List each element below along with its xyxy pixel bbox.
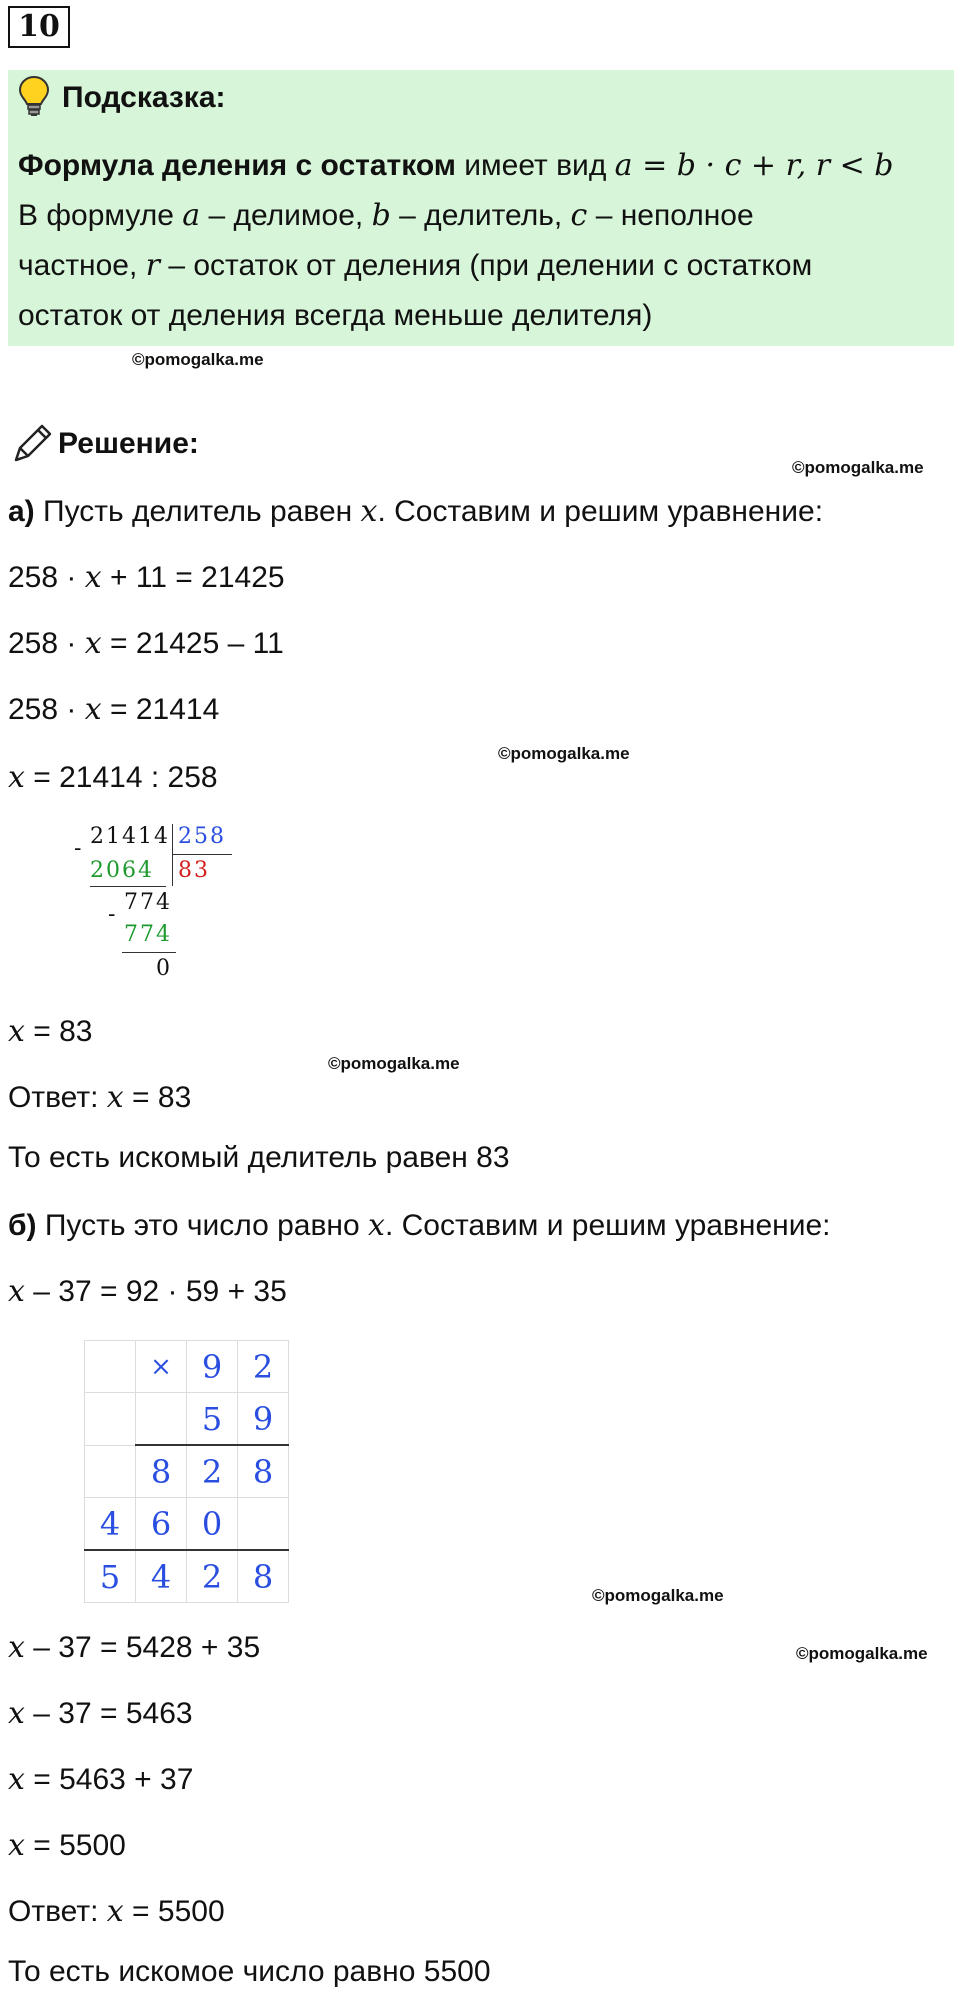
answer-a [8, 1078, 191, 1118]
hint-text: – неполное [587, 199, 754, 232]
mul-cell: 0 [187, 1498, 238, 1551]
text: – 37 = 5428 + 35 [24, 1631, 261, 1664]
hint-text: – делимое, [200, 199, 372, 232]
text: = 21414 [101, 693, 220, 726]
text: – 37 = 92 · 59 + 35 [24, 1275, 287, 1308]
mul-cell: 8 [238, 1445, 289, 1498]
mul-cell [85, 1341, 136, 1393]
lightbulb-icon [16, 74, 52, 118]
var: x [106, 1080, 124, 1115]
text: = 83 [123, 1081, 192, 1114]
division-dividend: 21414 [90, 824, 170, 849]
equation [8, 558, 285, 598]
answer-b [8, 1892, 225, 1932]
mul-row [85, 1445, 289, 1498]
text: = 21414 : 258 [24, 761, 218, 794]
watermark: ©pomogalka.me [132, 350, 264, 369]
division-subtrahend-2: 774 [124, 922, 172, 947]
mul-cell: 9 [238, 1393, 289, 1446]
equation [8, 1826, 126, 1866]
var: x [368, 1208, 385, 1243]
var: x [84, 560, 102, 595]
var: x [84, 626, 102, 661]
var: x [106, 1894, 124, 1929]
mul-cell: 4 [85, 1498, 136, 1551]
part-b-intro [8, 1206, 831, 1246]
part-b-label: б) [8, 1209, 37, 1242]
division-quotient-line [172, 854, 232, 855]
text: = 83 [24, 1015, 93, 1048]
var: x [8, 1696, 25, 1731]
text: 258 · [8, 693, 85, 726]
mul-cell: 4 [136, 1550, 187, 1603]
solution-title: Решение: [58, 427, 199, 460]
mul-cell: × [136, 1341, 187, 1393]
hint-var: c [570, 198, 588, 233]
equation [8, 1628, 260, 1668]
mul-row [85, 1550, 289, 1603]
text: + 11 = 21425 [101, 561, 285, 594]
equation [8, 624, 284, 664]
mul-cell: 2 [187, 1550, 238, 1603]
division-subtrahend-1: 2064 [90, 858, 154, 883]
var: x [8, 1274, 25, 1309]
hint-text: имеет вид [455, 149, 615, 182]
text: = 21425 – 11 [101, 627, 284, 660]
equation [8, 1760, 193, 1800]
var: x [360, 494, 378, 529]
hint-term: Формула деления с остатком [18, 149, 456, 182]
hint-text: В формуле [18, 199, 183, 232]
conclusion-b: То есть искомое число равно 5500 [8, 1955, 491, 1988]
hint-var: a [182, 198, 201, 233]
text: – 37 = 5463 [24, 1697, 193, 1730]
hint-var: b [371, 198, 391, 233]
division-line [122, 952, 176, 953]
mul-cell: 8 [136, 1445, 187, 1498]
text: = 5463 + 37 [24, 1763, 194, 1796]
division-remainder-1: 774 [124, 890, 172, 915]
division-vertical-line [172, 824, 173, 886]
watermark: ©pomogalka.me [792, 458, 924, 477]
text: 258 · [8, 561, 85, 594]
text: = 5500 [123, 1895, 225, 1928]
long-division [70, 820, 270, 990]
mul-row [85, 1341, 289, 1393]
mul-cell [85, 1445, 136, 1498]
hint-title: Подсказка: [62, 81, 226, 114]
text: Пусть делитель равен [34, 495, 361, 528]
watermark: ©pomogalka.me [498, 744, 630, 763]
division-line [90, 886, 166, 887]
mul-cell: 5 [85, 1550, 136, 1603]
text: Пусть это число равно [36, 1209, 369, 1242]
division-quotient: 83 [178, 858, 210, 883]
equation [8, 1694, 193, 1734]
text: 258 · [8, 627, 85, 660]
mul-cell: 6 [136, 1498, 187, 1551]
var: x [8, 1630, 25, 1665]
pencil-icon [8, 420, 56, 468]
text: = 5500 [24, 1829, 126, 1862]
mul-cell: 2 [238, 1341, 289, 1393]
var: x [84, 692, 102, 727]
var: x [8, 1014, 25, 1049]
mul-cell [85, 1393, 136, 1446]
mul-cell: 2 [187, 1445, 238, 1498]
conclusion-a: То есть искомый делитель равен 83 [8, 1141, 510, 1174]
mul-cell [136, 1393, 187, 1446]
division-minus-sign: - [74, 836, 82, 861]
equation [8, 1272, 287, 1312]
text: . Составим и решим уравнение: [377, 495, 824, 528]
mul-row [85, 1498, 289, 1551]
mul-cell: 8 [238, 1550, 289, 1603]
part-a-intro [8, 492, 823, 532]
var: x [8, 1828, 25, 1863]
division-remainder: 0 [156, 956, 170, 981]
hint-line-2 [18, 196, 754, 236]
hint-line-3 [18, 246, 812, 286]
watermark: ©pomogalka.me [796, 1644, 928, 1663]
text: Ответ: [8, 1895, 107, 1928]
result [8, 1012, 92, 1052]
var: x [8, 1762, 25, 1797]
mul-cell [238, 1498, 289, 1551]
text: Ответ: [8, 1081, 107, 1114]
task-number: 10 [8, 6, 70, 48]
hint-line-4: остаток от деления всегда меньше делителя) [18, 299, 653, 332]
hint-var: r [145, 248, 161, 283]
watermark: ©pomogalka.me [592, 1586, 724, 1605]
mul-cell: 5 [187, 1393, 238, 1446]
text: . Составим и решим уравнение: [384, 1209, 831, 1242]
hint-text: частное, [18, 249, 146, 282]
mul-row [85, 1393, 289, 1446]
division-divisor: 258 [178, 824, 226, 849]
mul-cell: 9 [187, 1341, 238, 1393]
part-a-label: а) [8, 495, 35, 528]
equation [8, 758, 218, 798]
var: x [8, 760, 25, 795]
hint-line-1 [18, 146, 893, 186]
hint-formula: a = b · c + r, r < b [614, 148, 894, 183]
equation [8, 690, 219, 730]
division-minus-sign: - [108, 902, 116, 927]
multiplication-table [84, 1340, 289, 1603]
watermark: ©pomogalka.me [328, 1054, 460, 1073]
hint-text: – делитель, [390, 199, 571, 232]
hint-text: – остаток от деления (при делении с остатком [160, 249, 813, 282]
